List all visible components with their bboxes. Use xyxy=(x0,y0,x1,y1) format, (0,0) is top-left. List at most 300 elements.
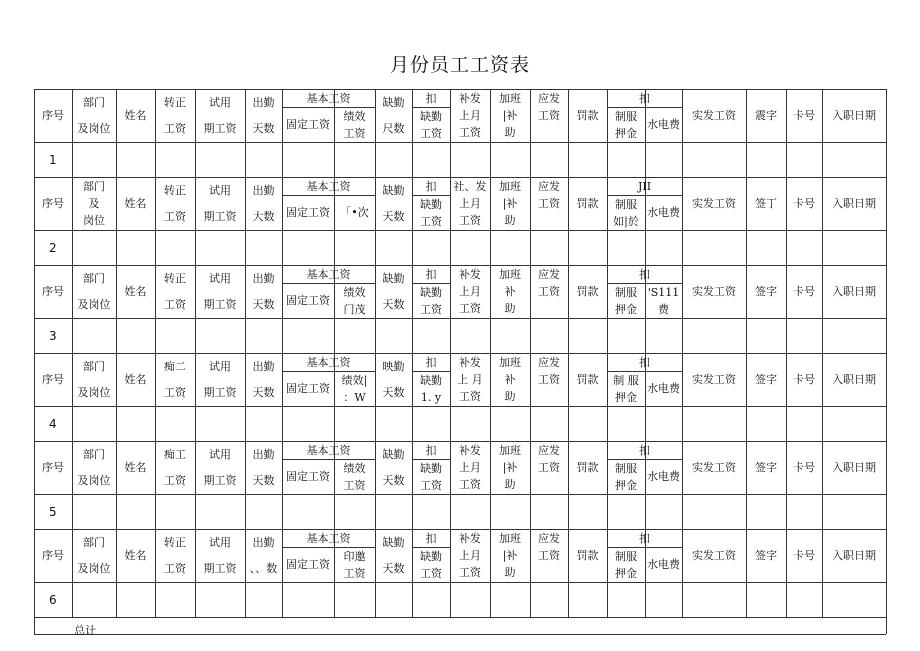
col-overtime-line: 助 xyxy=(504,302,516,315)
col-attendance-days xyxy=(245,441,282,494)
col-hire-date-line: 入职日期 xyxy=(832,109,876,122)
col-signature-line: 签丁 xyxy=(755,197,777,210)
col-deduct-1 xyxy=(412,89,450,107)
col-deduct-1 xyxy=(412,441,450,459)
col-back-pay-line: 工资 xyxy=(459,302,481,315)
col-attendance-days-line: 、、数 xyxy=(249,562,278,575)
col-name-line: 姓名 xyxy=(124,461,147,474)
col-absence-days xyxy=(375,265,412,318)
col-performance-wage-line: 绩效 xyxy=(343,109,366,123)
col-probation-wage xyxy=(195,89,245,142)
col-probation-wage-line: 试用 xyxy=(209,96,231,109)
col-absence-days-line: 天数 xyxy=(382,386,405,399)
col-overtime-line: 加班 xyxy=(499,92,521,105)
col-fine-line: 罚款 xyxy=(576,109,599,122)
col-deduct-1-line: 扣 xyxy=(425,267,437,281)
col-back-pay xyxy=(450,353,490,406)
col-attendance-days-line: 大数 xyxy=(252,210,275,223)
col-payable-line: 工资 xyxy=(538,372,560,386)
col-probation-wage xyxy=(195,353,245,406)
col-name-line: 姓名 xyxy=(124,197,147,210)
col-uniform-deposit xyxy=(607,459,645,494)
col-absence-wage xyxy=(412,283,450,318)
col-regular-wage xyxy=(155,89,195,142)
col-regular-wage-line: 转正 xyxy=(164,96,186,109)
col-regular-wage xyxy=(155,265,195,318)
col-regular-wage-line: 工资 xyxy=(164,474,186,487)
col-absence-wage-line: 缺勤 xyxy=(420,549,442,563)
col-payable-line: 工资 xyxy=(538,108,560,122)
col-absence-wage-line: 工资 xyxy=(420,214,442,228)
col-uniform-deposit-line: 押金 xyxy=(615,390,637,404)
col-card-no-line: 卡号 xyxy=(793,197,815,210)
col-probation-wage xyxy=(195,441,245,494)
col-back-pay xyxy=(450,265,490,318)
col-net-pay xyxy=(682,89,746,142)
col-utilities xyxy=(645,107,682,142)
col-signature xyxy=(746,529,786,582)
col-name-line: 姓名 xyxy=(124,285,147,298)
col-performance-wage xyxy=(334,459,375,494)
col-absence-wage-line: 缺勤 xyxy=(420,461,442,475)
col-dept xyxy=(72,265,116,318)
col-signature-line: 签字 xyxy=(755,461,777,474)
col-uniform-deposit-line: 制服 xyxy=(615,197,637,211)
col-probation-wage-line: 试用 xyxy=(209,184,231,197)
grid-line xyxy=(886,177,887,265)
col-fine xyxy=(568,529,607,582)
col-performance-wage-line: 「•次 xyxy=(340,206,369,219)
col-absence-days xyxy=(375,353,412,406)
col-signature-line: 签字 xyxy=(755,549,777,562)
col-overtime xyxy=(490,177,530,230)
col-hire-date xyxy=(822,441,886,494)
col-overtime-line: 助 xyxy=(504,390,516,403)
col-net-pay-line: 实发工资 xyxy=(692,549,736,562)
col-serial-line: 序号 xyxy=(42,549,64,562)
col-attendance-days-line: 出勤 xyxy=(252,184,275,197)
col-fixed-wage xyxy=(282,459,334,494)
col-deduct-2-line: 扣 xyxy=(639,355,650,369)
col-regular-wage-line: 工资 xyxy=(164,386,186,399)
grid-line xyxy=(34,318,886,319)
col-absence-wage-line: 缺勤 xyxy=(420,197,442,211)
col-deduct-2-line: 扣 xyxy=(639,91,650,105)
col-dept-line: 部门 xyxy=(83,360,105,373)
col-net-pay-line: 实发工资 xyxy=(692,373,736,386)
col-probation-wage-line: 期工资 xyxy=(203,122,237,135)
col-fixed-wage xyxy=(282,107,334,142)
col-performance-wage xyxy=(334,195,375,230)
col-overtime-line: 加班 xyxy=(499,356,521,369)
col-overtime-line: 加班 xyxy=(499,444,521,457)
col-deduct-2 xyxy=(607,353,682,371)
col-attendance-days xyxy=(245,89,282,142)
col-uniform-deposit xyxy=(607,547,645,582)
col-deduct-2-line: 扣 xyxy=(639,531,650,545)
grid-line xyxy=(34,617,886,618)
col-absence-days-line: 天数 xyxy=(382,210,405,223)
col-net-pay-line: 实发工资 xyxy=(692,285,736,298)
col-attendance-days-line: 天数 xyxy=(252,122,275,135)
col-back-pay-line: 工资 xyxy=(459,478,481,491)
col-fine xyxy=(568,441,607,494)
col-absence-wage xyxy=(412,195,450,230)
col-back-pay-line: 补发 xyxy=(459,532,481,545)
col-utilities xyxy=(645,371,682,406)
col-deduct-2-line: 扣 xyxy=(639,267,650,281)
col-signature xyxy=(746,353,786,406)
col-back-pay-line: 上 月 xyxy=(457,373,483,386)
col-deduct-2 xyxy=(607,529,682,547)
col-fine-line: 罚款 xyxy=(576,197,599,210)
col-dept-line: 及 xyxy=(88,197,100,210)
col-regular-wage-line: 工资 xyxy=(164,562,186,575)
col-attendance-days-line: 出勤 xyxy=(252,360,275,373)
col-hire-date-line: 入职日期 xyxy=(832,373,876,386)
col-fixed-wage xyxy=(282,283,334,318)
col-payable-line: 应发 xyxy=(538,355,560,369)
col-attendance-days-line: 天数 xyxy=(252,474,275,487)
col-absence-days xyxy=(375,177,412,230)
col-net-pay xyxy=(682,177,746,230)
col-absence-days xyxy=(375,441,412,494)
col-probation-wage-line: 期工资 xyxy=(203,562,237,575)
col-regular-wage xyxy=(155,441,195,494)
col-overtime-line: 加班 xyxy=(499,532,521,545)
col-attendance-days-line: 出勤 xyxy=(252,536,275,549)
col-name xyxy=(116,441,155,494)
col-back-pay-line: 社、发 xyxy=(453,180,487,193)
col-deduct-2-line: JII xyxy=(637,179,652,193)
col-attendance-days-line: 天数 xyxy=(252,298,275,311)
grid-line xyxy=(34,582,886,583)
col-payable-line: 应发 xyxy=(538,179,560,193)
col-back-pay-line: 上月 xyxy=(459,549,481,562)
col-regular-wage-line: 痴二 xyxy=(164,360,186,373)
col-base-wage xyxy=(282,441,375,459)
col-fine-line: 罚款 xyxy=(576,549,599,562)
col-deduct-1 xyxy=(412,529,450,547)
col-absence-days-line: 天数 xyxy=(382,474,405,487)
col-signature xyxy=(746,177,786,230)
col-fixed-wage-line: 固定工资 xyxy=(286,118,330,131)
col-fixed-wage-line: 固定工资 xyxy=(286,294,330,307)
col-hire-date xyxy=(822,177,886,230)
col-card-no-line: 卡号 xyxy=(793,461,815,474)
col-card-no xyxy=(786,177,822,230)
col-attendance-days xyxy=(245,529,282,582)
col-dept-line: 及岗位 xyxy=(77,122,111,135)
col-probation-wage-line: 试用 xyxy=(209,448,231,461)
col-probation-wage-line: 期工资 xyxy=(203,298,237,311)
col-deduct-2 xyxy=(607,89,682,107)
col-utilities-line: 费 xyxy=(658,302,669,316)
col-back-pay-line: 工资 xyxy=(459,390,481,403)
col-absence-days-line: 天数 xyxy=(382,562,405,575)
col-serial-line: 序号 xyxy=(42,109,64,122)
col-dept xyxy=(72,441,116,494)
col-fixed-wage-line: 固定工资 xyxy=(286,470,330,483)
col-overtime-line: |补 xyxy=(502,549,518,562)
col-dept xyxy=(72,529,116,582)
col-utilities-line: 水电费 xyxy=(647,558,680,571)
col-back-pay-line: 上月 xyxy=(459,285,481,298)
col-regular-wage-line: 工资 xyxy=(164,210,186,223)
col-card-no xyxy=(786,529,822,582)
col-name-line: 姓名 xyxy=(124,373,147,386)
col-base-wage xyxy=(282,529,375,547)
col-hire-date xyxy=(822,265,886,318)
col-base-wage-line: 基本工资 xyxy=(306,179,351,193)
col-net-pay xyxy=(682,265,746,318)
col-net-pay xyxy=(682,441,746,494)
col-utilities-line: 水电费 xyxy=(647,382,680,395)
col-attendance-days-line: 出勤 xyxy=(252,448,275,461)
col-attendance-days xyxy=(245,177,282,230)
col-card-no xyxy=(786,89,822,142)
col-card-no-line: 卡号 xyxy=(793,373,815,386)
col-card-no-line: 卡号 xyxy=(793,549,815,562)
col-deduct-1-line: 扣 xyxy=(425,355,437,369)
col-performance-wage-line: 工资 xyxy=(343,566,366,580)
col-signature-line: 签字 xyxy=(755,373,777,386)
col-net-pay-line: 实发工资 xyxy=(692,461,736,474)
col-absence-wage-line: 1. y xyxy=(420,390,442,404)
col-regular-wage xyxy=(155,177,195,230)
col-base-wage-line: 基本工资 xyxy=(306,91,351,105)
col-hire-date xyxy=(822,353,886,406)
col-name-line: 姓名 xyxy=(124,109,147,122)
col-regular-wage-line: 工资 xyxy=(164,298,186,311)
row-number: 4 xyxy=(49,417,57,431)
col-card-no-line: 卡号 xyxy=(793,109,815,122)
col-signature-line: 震字 xyxy=(755,109,777,122)
row-number: 5 xyxy=(49,505,57,519)
col-fixed-wage-line: 固定工资 xyxy=(286,382,330,395)
total-label: 总计 xyxy=(74,624,96,637)
col-probation-wage-line: 试用 xyxy=(209,272,231,285)
col-performance-wage-line: 工资 xyxy=(343,478,366,492)
col-probation-wage xyxy=(195,529,245,582)
col-uniform-deposit xyxy=(607,371,645,406)
col-attendance-days-line: 出勤 xyxy=(252,96,275,109)
col-regular-wage-line: 痴工 xyxy=(164,448,186,461)
col-overtime-line: |补 xyxy=(502,461,518,474)
grid-line xyxy=(886,529,887,617)
col-absence-days-line: 映勤 xyxy=(382,360,405,373)
col-back-pay-line: 工资 xyxy=(459,566,481,579)
col-net-pay xyxy=(682,529,746,582)
col-probation-wage xyxy=(195,265,245,318)
col-utilities-line: 水电费 xyxy=(647,470,680,483)
col-uniform-deposit-line: 押金 xyxy=(615,126,637,140)
col-overtime-line: 助 xyxy=(504,126,516,139)
col-hire-date-line: 入职日期 xyxy=(832,285,876,298)
col-absence-wage xyxy=(412,459,450,494)
col-absence-wage-line: 工资 xyxy=(420,478,442,492)
col-dept-line: 及岗位 xyxy=(77,474,111,487)
col-fine xyxy=(568,89,607,142)
col-attendance-days xyxy=(245,265,282,318)
col-probation-wage-line: 试用 xyxy=(209,360,231,373)
col-back-pay-line: 上月 xyxy=(459,197,481,210)
col-back-pay-line: 上月 xyxy=(459,461,481,474)
grid-line xyxy=(34,406,886,407)
col-overtime xyxy=(490,353,530,406)
col-overtime xyxy=(490,265,530,318)
col-absence-days-line: 缺勤 xyxy=(382,536,405,549)
grid-line xyxy=(886,617,887,634)
col-name xyxy=(116,529,155,582)
col-deduct-2-line: 扣 xyxy=(639,443,650,457)
col-serial xyxy=(34,89,72,142)
col-dept-line: 岗位 xyxy=(83,214,105,227)
col-performance-wage-line: 门茂 xyxy=(343,302,366,316)
col-deduct-1-line: 扣 xyxy=(425,531,437,545)
col-overtime-line: |补 xyxy=(502,197,518,210)
col-net-pay xyxy=(682,353,746,406)
col-uniform-deposit-line: 制 服 xyxy=(613,373,639,387)
col-back-pay xyxy=(450,177,490,230)
col-absence-days-line: 缺勤 xyxy=(382,96,405,109)
col-fixed-wage xyxy=(282,195,334,230)
col-signature xyxy=(746,265,786,318)
col-serial xyxy=(34,265,72,318)
col-signature xyxy=(746,89,786,142)
col-performance-wage-line: 绩效 xyxy=(343,461,366,475)
col-regular-wage xyxy=(155,529,195,582)
col-absence-days xyxy=(375,89,412,142)
col-fine xyxy=(568,353,607,406)
col-signature-line: 签字 xyxy=(755,285,777,298)
col-payable xyxy=(530,89,568,124)
col-regular-wage-line: 转正 xyxy=(164,272,186,285)
col-probation-wage-line: 期工资 xyxy=(203,210,237,223)
col-serial xyxy=(34,529,72,582)
col-signature xyxy=(746,441,786,494)
col-fixed-wage-line: 固定工资 xyxy=(286,206,330,219)
col-name xyxy=(116,177,155,230)
col-overtime-line: |补 xyxy=(502,109,518,122)
col-base-wage-line: 基本工资 xyxy=(306,531,351,545)
col-serial xyxy=(34,353,72,406)
col-utilities xyxy=(645,459,682,494)
col-payable-line: 应发 xyxy=(538,267,560,281)
col-name xyxy=(116,353,155,406)
col-performance-wage xyxy=(334,283,375,318)
col-probation-wage-line: 期工资 xyxy=(203,474,237,487)
col-base-wage-line: 基本工资 xyxy=(306,355,351,369)
col-payable-line: 工资 xyxy=(538,548,560,562)
grid-line xyxy=(34,230,886,231)
col-card-no-line: 卡号 xyxy=(793,285,815,298)
col-absence-wage xyxy=(412,371,450,406)
col-serial xyxy=(34,441,72,494)
col-deduct-1-line: 扣 xyxy=(425,91,437,105)
col-back-pay-line: 工资 xyxy=(459,214,481,227)
col-performance-wage-line: ：W xyxy=(343,390,366,404)
col-payable-line: 工资 xyxy=(538,460,560,474)
col-utilities xyxy=(645,195,682,230)
col-absence-wage xyxy=(412,107,450,142)
col-base-wage xyxy=(282,89,375,107)
row-number: 6 xyxy=(49,593,57,607)
col-payable-line: 工资 xyxy=(538,196,560,210)
col-performance-wage-line: 绩效| xyxy=(341,373,368,387)
col-hire-date xyxy=(822,529,886,582)
col-payable xyxy=(530,353,568,388)
col-deduct-1 xyxy=(412,265,450,283)
grid-line xyxy=(886,441,887,529)
grid-line xyxy=(886,89,887,177)
col-fine-line: 罚款 xyxy=(576,285,599,298)
col-back-pay xyxy=(450,441,490,494)
col-back-pay-line: 补发 xyxy=(459,268,481,281)
grid-line xyxy=(34,494,886,495)
col-regular-wage-line: 工资 xyxy=(164,122,186,135)
col-utilities-line: 'S111 xyxy=(647,285,680,299)
col-serial xyxy=(34,177,72,230)
col-deduct-2 xyxy=(607,265,682,283)
col-utilities-line: 水电费 xyxy=(647,206,680,219)
col-base-wage-line: 基本工资 xyxy=(306,267,351,281)
col-absence-wage-line: 缺勤 xyxy=(420,373,442,387)
col-performance-wage-line: 印邀 xyxy=(343,549,366,563)
col-payable xyxy=(530,177,568,212)
col-absence-days-line: 缺勤 xyxy=(382,448,405,461)
col-hire-date-line: 入职日期 xyxy=(832,549,876,562)
col-base-wage xyxy=(282,265,375,283)
col-uniform-deposit xyxy=(607,195,645,230)
col-card-no xyxy=(786,441,822,494)
col-dept-line: 及岗位 xyxy=(77,386,111,399)
col-payable-line: 应发 xyxy=(538,443,560,457)
col-back-pay-line: 工资 xyxy=(459,126,481,139)
col-absence-wage-line: 工资 xyxy=(420,302,442,316)
col-utilities-line: 水电费 xyxy=(647,118,680,131)
col-uniform-deposit xyxy=(607,283,645,318)
col-payable-line: 应发 xyxy=(538,91,560,105)
col-serial-line: 序号 xyxy=(42,197,64,210)
col-overtime xyxy=(490,89,530,142)
col-absence-days-line: 缺勤 xyxy=(382,184,405,197)
col-deduct-2 xyxy=(607,177,682,195)
col-dept-line: 部门 xyxy=(83,536,105,549)
col-net-pay-line: 实发工资 xyxy=(692,109,736,122)
col-overtime-line: 助 xyxy=(504,478,516,491)
grid-line xyxy=(34,142,886,143)
col-uniform-deposit-line: 制服 xyxy=(615,109,637,123)
col-performance-wage-line: 绩效 xyxy=(343,285,366,299)
col-net-pay-line: 实发工资 xyxy=(692,197,736,210)
col-performance-wage xyxy=(334,107,375,142)
col-attendance-days-line: 天数 xyxy=(252,386,275,399)
col-deduct-1 xyxy=(412,177,450,195)
col-absence-wage xyxy=(412,547,450,582)
col-dept-line: 部门 xyxy=(83,272,105,285)
col-uniform-deposit-line: 制服 xyxy=(615,549,637,563)
col-card-no xyxy=(786,265,822,318)
col-fixed-wage-line: 固定工资 xyxy=(286,558,330,571)
col-back-pay-line: 补发 xyxy=(459,444,481,457)
col-fine xyxy=(568,177,607,230)
grid-line xyxy=(34,617,35,634)
col-probation-wage-line: 试用 xyxy=(209,536,231,549)
col-uniform-deposit-line: 押金 xyxy=(615,478,637,492)
col-name-line: 姓名 xyxy=(124,549,147,562)
col-overtime-line: 补 xyxy=(504,373,516,386)
